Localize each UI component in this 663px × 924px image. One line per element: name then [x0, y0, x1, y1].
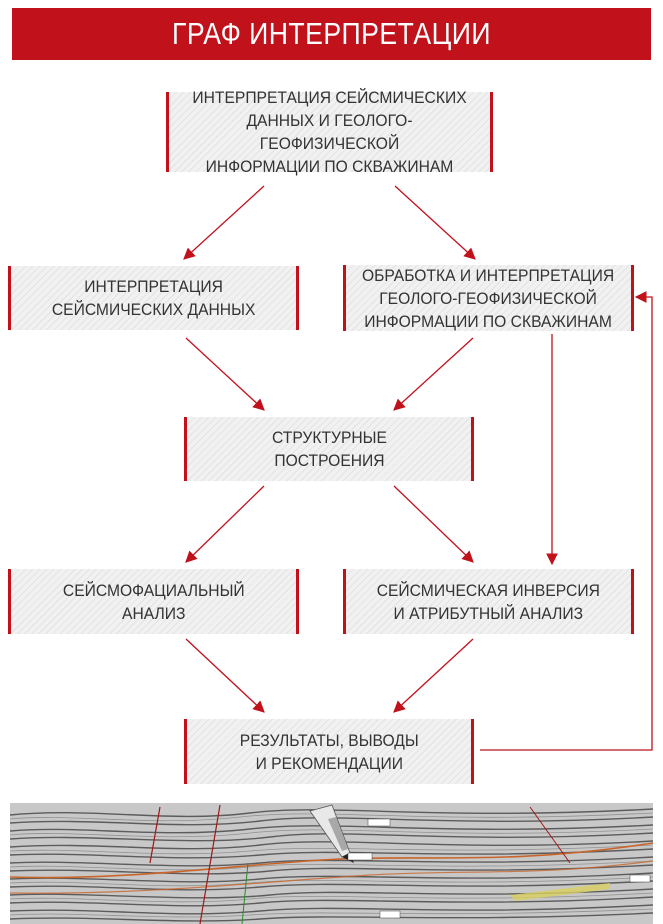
node-seismofacies-label: СЕЙСМОФАЦИАЛЬНЫЙ АНАЛИЗ	[62, 580, 245, 623]
arrow-inversion-to-results	[394, 639, 473, 712]
arrow-wells-to-structural	[394, 338, 473, 410]
node-seismic-inversion	[343, 569, 634, 634]
node-results-label: РЕЗУЛЬТАТЫ, ВЫВОДЫ И РЕКОМЕНДАЦИИ	[239, 730, 419, 773]
node-structural-constructions	[184, 417, 474, 481]
node-seismic-label: ИНТЕРПРЕТАЦИЯ СЕЙСМИЧЕСКИХ ДАННЫХ	[51, 277, 256, 319]
seismic-section-photo	[10, 803, 653, 924]
node-inversion-label: СЕЙСМИЧЕСКАЯ ИНВЕРСИЯ И АТРИБУТНЫЙ АНАЛИЗ	[376, 580, 601, 623]
node-source-interpretation	[166, 88, 493, 176]
node-seismofacies-analysis	[8, 569, 299, 634]
node-well-data-processing	[343, 265, 634, 331]
arrow-source-to-seismic	[184, 186, 264, 259]
arrow-source-to-wells	[395, 186, 475, 259]
node-source-label: ИНТЕРПРЕТАЦИЯ СЕЙСМИЧЕСКИХ ДАННЫХ И ГЕОЛОГО-ГЕОФИЗИЧЕСКОЙ ИНФОРМАЦИИ ПО СКВАЖИНАМ	[192, 88, 467, 176]
node-well-label: ОБРАБОТКА И ИНТЕРПРЕТАЦИЯ ГЕОЛОГО-ГЕОФИЗИЧЕСКОЙ ИНФОРМАЦИИ ПО СКВАЖИНАМ	[362, 265, 615, 331]
node-seismic-interpretation	[8, 266, 299, 330]
page-title: ГРАФ ИНТЕРПРЕТАЦИИ	[172, 16, 491, 51]
arrow-feedback-loop	[480, 297, 652, 750]
arrow-structural-to-inversion	[394, 486, 473, 562]
arrow-seismofacies-to-results	[186, 639, 264, 712]
arrow-structural-to-seismofacies	[186, 486, 264, 562]
seismic-section-graphic	[10, 803, 653, 924]
node-structural-label: СТРУКТУРНЫЕ ПОСТРОЕНИЯ	[271, 428, 387, 470]
node-results	[184, 719, 474, 784]
arrow-seismic-to-structural	[186, 338, 264, 410]
